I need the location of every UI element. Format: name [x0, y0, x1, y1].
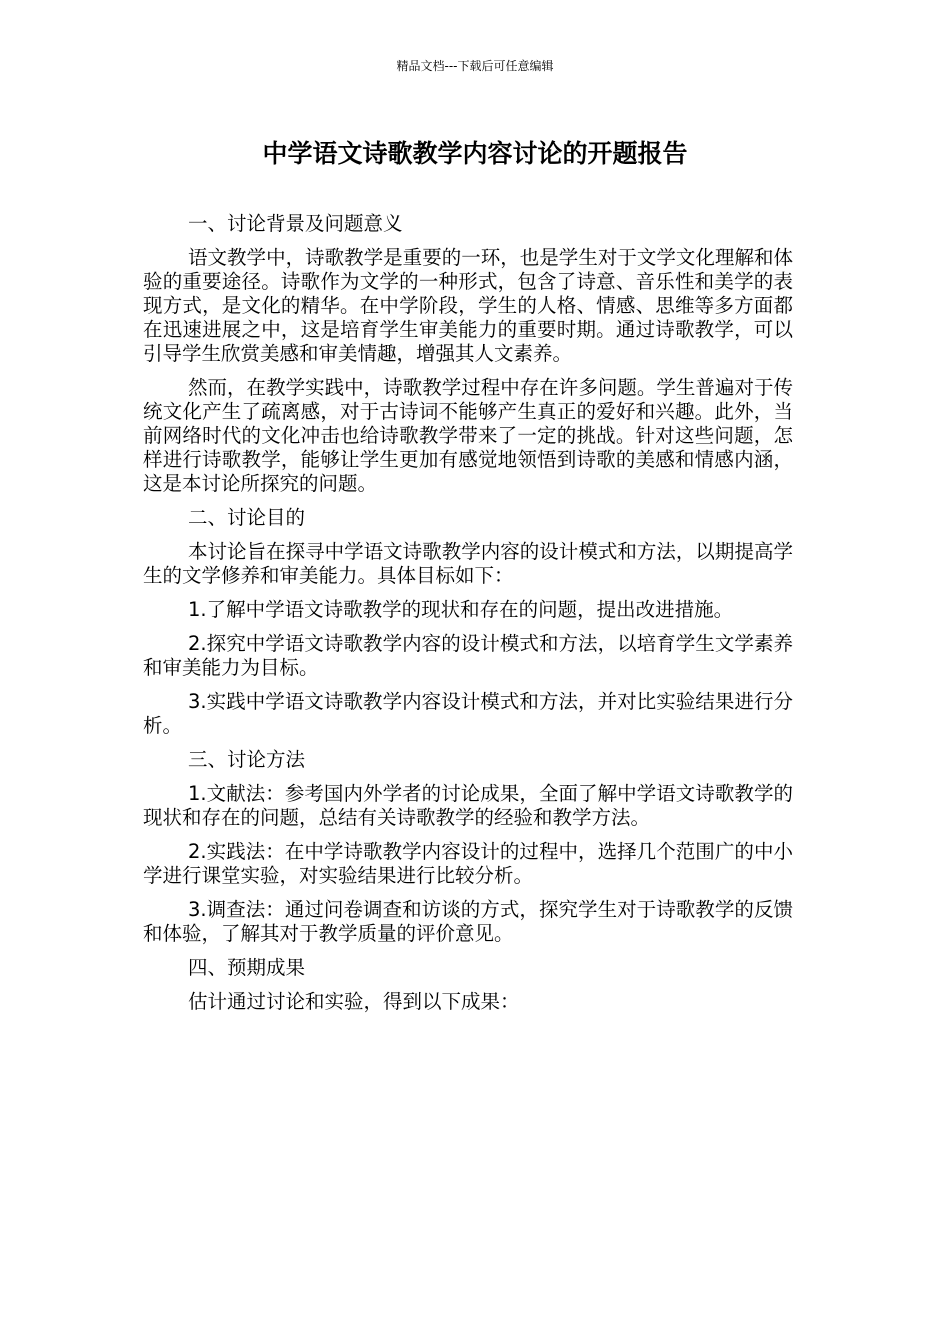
section-4-paragraph-1: 估计通过讨论和实验，得到以下成果： — [188, 990, 520, 1013]
section-1-paragraph-1: 语文教学中，诗歌教学是重要的一环，也是学生对于文学文化理解和体验的重要途径。诗歌作为文学的一种形式，包含了诗意、音乐性和美学的表现方式，是文化的精华。在中学阶段，学生的人格、情感、思维等多方面都在迅速进展之中，这是培育学生审美能力的重要时期。通过诗歌教学，可以引导学生欣赏美感和审美情趣，增强其人文素养。 — [143, 246, 793, 365]
section-4-heading: 四、预期成果 — [188, 956, 306, 979]
section-1-paragraph-2: 然而，在教学实践中，诗歌教学过程中存在许多问题。学生普遍对于传统文化产生了疏离感，对于古诗词不能够产生真正的爱好和兴趣。此外，当前网络时代的文化冲击也给诗歌教学带来了一定的挑战。针对这些问题，怎样进行诗歌教学，能够让学生更加有感觉地领悟到诗歌的美感和情感内涵，这是本讨论所探究的问题。 — [143, 376, 793, 495]
section-3-list-item-3: 3.调查法：通过问卷调查和访谈的方式，探究学生对于诗歌教学的反馈和体验，了解其对于教学质量的评价意见。 — [143, 898, 793, 945]
section-2-list-item-1: 1.了解中学语文诗歌教学的现状和存在的问题，提出改进措施。 — [188, 598, 734, 621]
section-3-heading: 三、讨论方法 — [188, 748, 306, 771]
document-title: 中学语文诗歌教学内容讨论的开题报告 — [262, 139, 688, 168]
section-3-list-item-2: 2.实践法：在中学诗歌教学内容设计的过程中，选择几个范围广的中小学进行课堂实验，对实验结果进行比较分析。 — [143, 840, 793, 887]
section-1-heading: 一、讨论背景及问题意义 — [188, 212, 403, 235]
section-2-paragraph-1: 本讨论旨在探寻中学语文诗歌教学内容的设计模式和方法，以期提高学生的文学修养和审美能力。具体目标如下： — [143, 540, 793, 587]
section-2-list-item-3: 3.实践中学语文诗歌教学内容设计模式和方法，并对比实验结果进行分析。 — [143, 690, 793, 737]
section-2-heading: 二、讨论目的 — [188, 506, 306, 529]
page-header: 精品文档---下载后可任意编辑 — [396, 59, 554, 73]
section-3-list-item-1: 1.文献法：参考国内外学者的讨论成果，全面了解中学语文诗歌教学的现状和存在的问题，总结有关诗歌教学的经验和教学方法。 — [143, 782, 793, 829]
section-2-list-item-2: 2.探究中学语文诗歌教学内容的设计模式和方法，以培育学生文学素养和审美能力为目标。 — [143, 632, 793, 679]
document-body — [143, 212, 793, 1024]
